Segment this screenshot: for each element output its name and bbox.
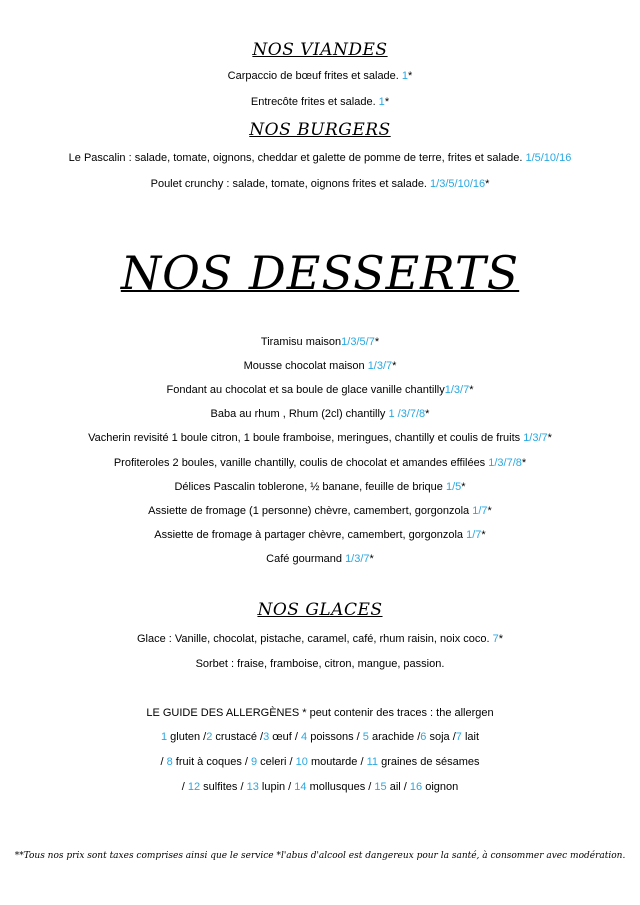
allergen-number: 15 (374, 781, 387, 793)
allergen-number: 5 (362, 731, 369, 743)
allergen-codes: 1 (398, 70, 409, 82)
allergen-number: 16 (409, 781, 423, 793)
allergen-codes: 1/7 (472, 505, 488, 517)
item-text: Le Pascalin : salade, tomate, oignons, cheddar et galette de pomme de terre, frites et salade. (68, 152, 523, 164)
burgers-item-0 (0, 152, 640, 164)
item-text: Glace : Vanille, chocolat, pistache, caramel, café, rhum raisin, noix coco. (136, 633, 493, 645)
item-star: * (487, 505, 492, 517)
item-text: Baba au rhum , Rhum (2cl) chantilly (210, 408, 389, 420)
item-text: Mousse chocolat maison (243, 360, 368, 372)
item-text: Entrecôte frites et salade. (250, 96, 376, 108)
item-star: * (521, 457, 527, 469)
allergen-number: 10 (295, 756, 308, 768)
allergen-line (0, 756, 640, 768)
dessert-item (0, 553, 640, 565)
allergen-name: gluten / (167, 731, 207, 743)
item-text: Vacherin revisité 1 boule citron, 1 boule framboise, meringues, chantilly et coulis de fruits (88, 432, 524, 444)
allergen-guide-title: LE GUIDE DES ALLERGÈNES * peut contenir des traces : the allergen (146, 707, 494, 719)
item-star: * (547, 432, 552, 444)
burgers-item-1 (0, 178, 640, 190)
allergen-number: 8 (166, 756, 173, 768)
allergen-name: celeri / (257, 756, 296, 768)
dessert-item (0, 457, 640, 469)
dessert-item (0, 481, 640, 493)
dessert-item (0, 408, 640, 420)
allergen-name: mollusques / (306, 781, 375, 793)
allergen-number: 3 (263, 731, 270, 743)
allergen-number: 4 (301, 731, 308, 743)
allergen-codes: 1/3/7 (367, 360, 393, 372)
allergen-name: / (181, 781, 188, 793)
item-star: * (469, 384, 474, 396)
allergen-codes: 7 (492, 633, 499, 645)
item-text: Carpaccio de bœuf frites et salade. (227, 70, 399, 82)
item-text: Sorbet : fraise, framboise, citron, mangue, passion (195, 658, 442, 670)
glaces-item-1 (0, 658, 640, 670)
allergen-name: œuf / (269, 731, 302, 743)
glaces-item-0 (0, 633, 640, 645)
item-text: Assiette de fromage (1 personne) chèvre, camembert, gorgonzola (148, 505, 473, 517)
item-star: * (481, 529, 486, 541)
item-star: * (369, 553, 374, 565)
allergen-number: 2 (206, 731, 213, 743)
allergen-number: 6 (420, 731, 427, 743)
allergen-codes: 1 (375, 96, 385, 108)
item-text: Fondant au chocolat et sa boule de glace vanille chantilly (166, 384, 445, 396)
dessert-item (0, 529, 640, 541)
item-star: * (384, 96, 390, 108)
allergen-codes: 1/3/7/8 (488, 457, 522, 469)
item-star: * (392, 360, 397, 372)
item-star: * (408, 70, 413, 82)
allergen-name: oignon (422, 781, 459, 793)
item-text: Poulet crunchy : salade, tomate, oignons frites et salade. (150, 178, 427, 190)
allergen-name: moutarde / (307, 756, 367, 768)
allergen-codes: 1/3/7 (523, 432, 548, 444)
dessert-item (0, 432, 640, 444)
allergen-codes: 1/3/7 (345, 553, 370, 565)
item-star: * (374, 336, 380, 348)
glaces-title: NOS GLACES (257, 600, 383, 620)
allergen-name: fruit à coques / (172, 756, 251, 768)
dessert-item (0, 505, 640, 517)
allergen-number: 7 (455, 731, 462, 743)
allergen-number: 11 (366, 756, 379, 768)
item-star: * (485, 178, 490, 190)
allergen-name: sulfites / (200, 781, 247, 793)
allergen-name: arachide / (368, 731, 421, 743)
allergen-name: soja / (426, 731, 456, 743)
item-text: Profiteroles 2 boules, vanille chantilly, coulis de chocolat et amandes effilées (113, 457, 489, 469)
allergen-name: lait (461, 731, 480, 743)
dessert-item (0, 384, 640, 396)
item-period: . (441, 658, 445, 670)
allergen-codes: 1/3/7 (444, 384, 470, 396)
viandes-title: NOS VIANDES (252, 40, 388, 60)
allergen-codes: 1/3/5/10/16 (427, 178, 486, 190)
allergen-codes: 1/7 (466, 529, 482, 541)
burgers-title: NOS BURGERS (249, 120, 391, 140)
allergen-codes: 1/3/5/7 (341, 336, 375, 348)
allergen-codes: 1/5 (445, 481, 462, 493)
allergen-number: 1 (160, 731, 168, 743)
allergen-number: 13 (246, 781, 259, 793)
footer-note: **Tous nos prix sont taxes comprises ainsi que le service *l'abus d'alcool est dangereux pour la santé, à consommer avec modération. (14, 851, 626, 861)
allergen-line (0, 731, 640, 743)
item-text: Café gourmand (266, 553, 346, 565)
allergen-number: 9 (251, 756, 258, 768)
dessert-item (0, 336, 640, 348)
desserts-title: NOS DESSERTS (120, 246, 520, 300)
allergen-name: ail / (386, 781, 410, 793)
allergen-codes: 1/5/10/16 (522, 152, 572, 164)
dessert-item (0, 360, 640, 372)
item-star: * (498, 633, 504, 645)
item-text: Délices Pascalin toblerone, ½ banane, feuille de brique (174, 481, 446, 493)
viandes-item-0 (0, 70, 640, 82)
allergen-name: graines de sésames (378, 756, 480, 768)
allergen-number: 12 (187, 781, 201, 793)
allergen-name: poissons / (307, 731, 363, 743)
allergen-name: / (160, 756, 167, 768)
viandes-item-1 (0, 96, 640, 108)
item-star: * (461, 481, 466, 493)
allergen-number: 14 (294, 781, 307, 793)
allergen-name: crustacé / (212, 731, 264, 743)
allergen-name: lupin / (258, 781, 295, 793)
allergen-codes: 1 /3/7/8 (388, 408, 426, 420)
item-text: Assiette de fromage à partager chèvre, camembert, gorgonzola (154, 529, 467, 541)
allergen-line (0, 781, 640, 793)
item-star: * (425, 408, 430, 420)
item-text: Tiramisu maison (260, 336, 342, 348)
